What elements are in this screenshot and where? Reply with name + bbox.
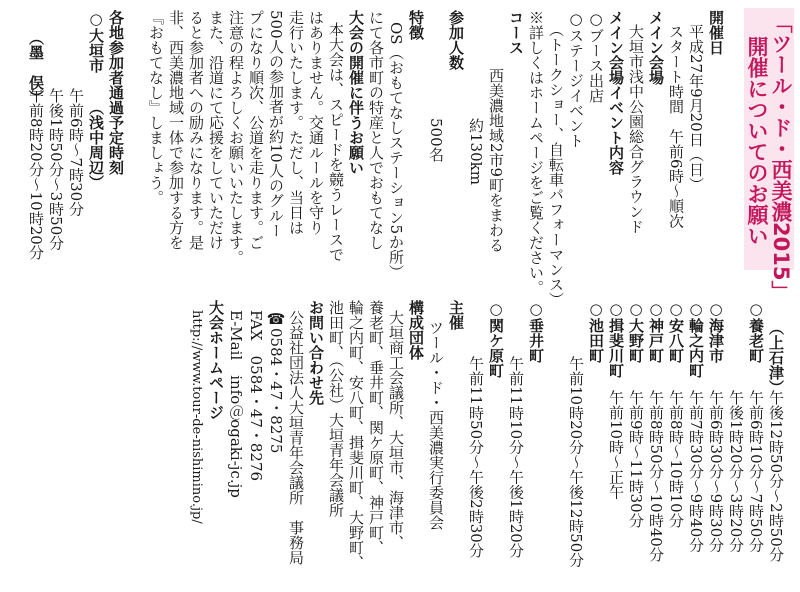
yoro-time: 午後1時20分～3時20分 [727, 390, 745, 553]
homepage-heading: 大会ホームページ [207, 300, 225, 420]
request-line: 500人の参加者が約10人のグルー [267, 10, 285, 238]
town-name: ○大野町 [627, 300, 645, 363]
request-line: プになり順次、公道を走ります。ご [247, 10, 265, 250]
stage-detail: （トークショー、自転車パフォーマンス） [547, 22, 565, 307]
yoro-note: （上石津） [767, 320, 785, 395]
contact-org: 公益社団法人大垣青年会議所 事務局 [287, 310, 305, 565]
yoro-time: 午後12時50分～2時50分 [767, 390, 785, 562]
town-name: ○海津市 [707, 300, 725, 363]
member-line: 大垣商工会議所、大垣市、海津市、 [387, 310, 405, 550]
town-name: ○垂井町 [527, 300, 545, 363]
ogaki-note: （浅中周辺） [87, 100, 105, 190]
course-route: 西美濃地域2市9町をまわる [487, 68, 505, 253]
request-line: 本大会は、スピードを競うレースで [327, 22, 345, 262]
town-time: 午前6時30分～9時30分 [707, 390, 725, 553]
main-events-heading: メイン会場イベント内容 [607, 10, 625, 175]
date-heading: 開催日 [707, 10, 725, 55]
town-name: ○関ケ原町 [487, 300, 505, 378]
participants-heading: 参加人数 [447, 10, 465, 70]
request-heading: 大会の開催に伴うお願い [347, 10, 365, 175]
town-name: ○輪之内町 [687, 300, 705, 378]
town-name: ○神戸町 [647, 300, 665, 363]
features-line-2: にて各市町の特産と人でおもてなし [367, 10, 385, 250]
participants-count: 500名 [427, 118, 445, 162]
ogaki-name: ○大垣市 [87, 10, 105, 73]
town-name: ○池田町 [587, 300, 605, 363]
town-time: 午前8時50分～10時40分 [647, 390, 665, 562]
member-line: 養老町、垂井町、関ケ原町、神戸町、 [367, 300, 385, 555]
homepage-url[interactable]: http://www.tour-de-nishimino.jp/ [189, 310, 204, 524]
contact-email: E-Mail info＠ogaki-jc.jp [227, 310, 245, 498]
stage-item: ○ステージイベント [567, 10, 585, 148]
member-line: 池田町、（公社）大垣青年会議所 [327, 300, 345, 518]
members-heading: 構成団体 [407, 300, 425, 360]
contact-heading: お問い合わせ先 [307, 300, 325, 405]
yoro-name: ○養老町 [747, 300, 765, 363]
request-line: ると参加者への励みになります。是 [187, 10, 205, 250]
organizer-heading: 主催 [447, 300, 465, 330]
town-time: 午前11時50分～午後2時30分 [467, 356, 485, 558]
request-line: はありません。交通ルールを守り [307, 10, 325, 235]
event-date: 平成27年9月20日（日） [687, 24, 705, 192]
town-time: 午前8時～10時10分 [667, 390, 685, 528]
town-time: 午前9時～11時30分 [627, 390, 645, 528]
request-line: 非、西美濃地域一体で参加する方を [167, 10, 185, 250]
yoro-time: 午前6時10分～7時50分 [747, 390, 765, 553]
sunomata-label: （墨 俣） [27, 30, 45, 105]
booth-item: ○ブース出店 [587, 10, 605, 103]
request-line: また、沿道にて応援をしていただけ [207, 10, 225, 250]
member-line: 輪之内町、安八町、揖斐川町、大野町、 [347, 300, 365, 570]
schedule-heading: 各地参加者通過予定時刻 [107, 10, 125, 175]
ogaki-time: 午前6時～7時30分 [67, 88, 85, 217]
features-heading: 特徴 [407, 10, 425, 40]
homepage-note: ※詳しくはホームページをご覧ください。 [527, 10, 545, 295]
venue: 大垣市浅中公園総合グラウンド [627, 24, 645, 234]
ogaki-time: 午後1時50分～3時50分 [47, 88, 65, 251]
contact-fax: FAX 0584・47・8276 [247, 310, 265, 482]
town-time: 午前10時～正午 [607, 390, 625, 500]
request-line: 走行いたします。ただし、当日は [287, 10, 305, 235]
town-time: 午前7時30分～9時40分 [687, 390, 705, 553]
venue-heading: メイン会場 [647, 10, 665, 85]
organizer-name: ツール・ド・西美濃実行委員会 [427, 320, 445, 530]
title-line-2: 開催についてのお願い [745, 36, 769, 246]
start-time: スタート時間 午前6時～順次 [667, 24, 685, 229]
town-time: 午前10時20分～午後12時50分 [567, 356, 585, 568]
request-line: 注意の程よろしくお願いいたします。 [227, 10, 245, 265]
ogaki-time: 午前8時20分～10時20分 [27, 88, 45, 260]
request-line: 『おもてなし』しましょう。 [147, 10, 165, 205]
contact-tel: ☎0584・47・8275 [267, 310, 285, 454]
title-line-1: 「ツール・ド・西美濃2015」 [769, 12, 793, 302]
town-time: 午前11時10分～午後1時20分 [507, 356, 525, 558]
course-heading: コース [507, 10, 525, 55]
course-distance: 約130km [467, 118, 485, 185]
features-line-1: OS（おもてなしステーション5か所） [387, 22, 405, 280]
town-name: ○安八町 [667, 300, 685, 363]
town-name: ○揖斐川町 [607, 300, 625, 378]
